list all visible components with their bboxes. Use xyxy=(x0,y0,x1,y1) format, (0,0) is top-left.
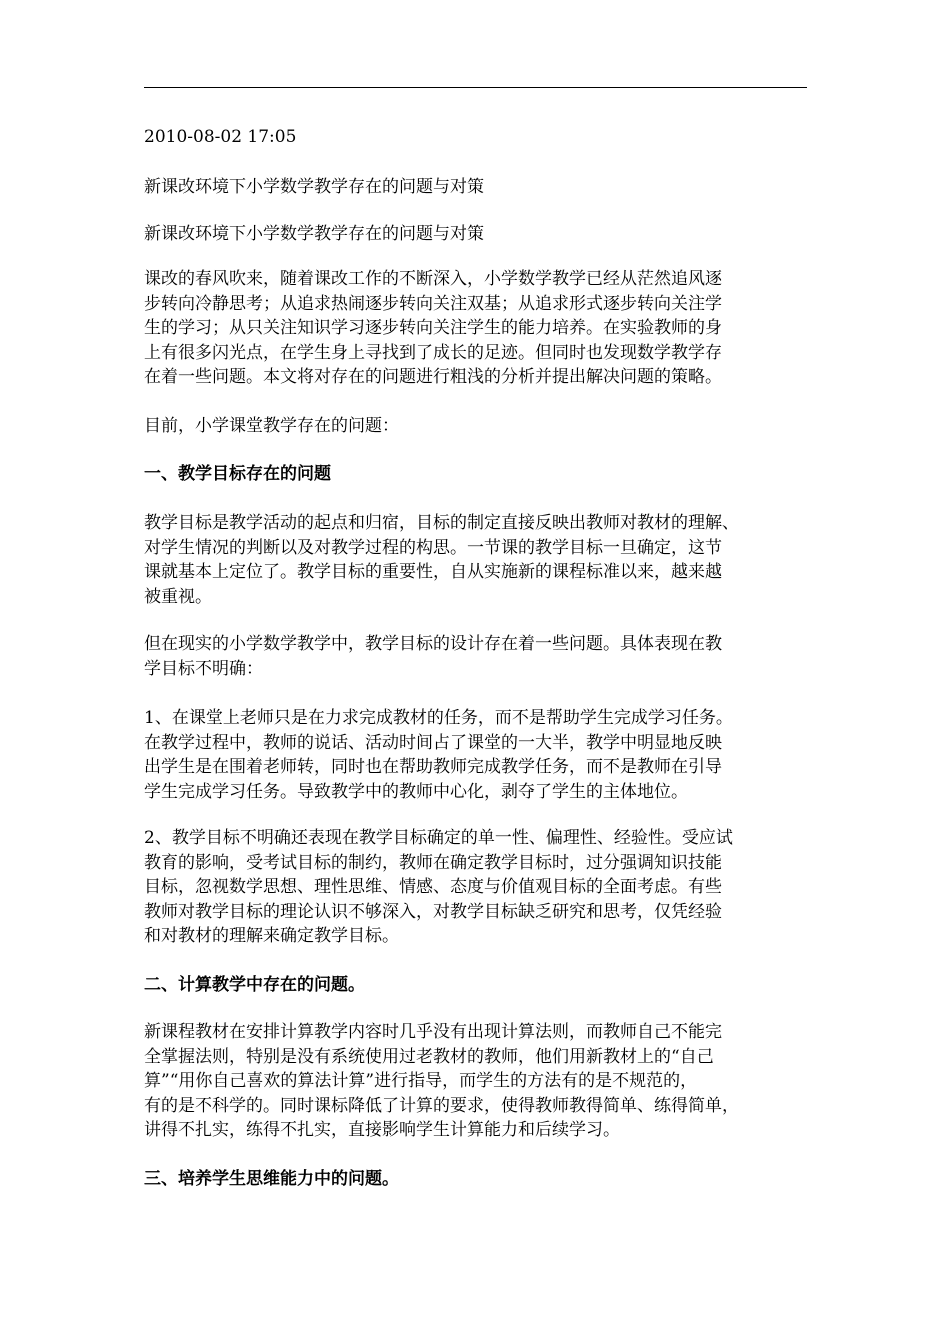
text-line: 对学生情况的判断以及对教学过程的构思。一节课的教学目标一旦确定，这节 xyxy=(144,537,722,558)
section-1-paragraph-2 xyxy=(144,632,807,681)
section-3-title: 三、培养学生思维能力中的问题。 xyxy=(144,1169,399,1189)
text-line: 新课程教材在安排计算教学内容时几乎没有出现计算法则，而教师自己不能完 xyxy=(144,1022,722,1042)
text-line: 在着一些问题。本文将对存在的问题进行粗浅的分析并提出解决问题的策略。 xyxy=(144,367,722,388)
text-line: 课就基本上定位了。教学目标的重要性，自从实施新的课程标准以来，越来越 xyxy=(144,562,722,583)
paragraph-current-problems xyxy=(144,414,807,439)
text-line: 1、在课堂上老师只是在力求完成教材的任务，而不是帮助学生完成学习任务。 xyxy=(144,708,733,728)
text-line: 上有很多闪光点，在学生身上寻找到了成长的足迹。但同时也发现数学教学存 xyxy=(144,342,722,363)
text-line: 课改的春风吹来，随着课改工作的不断深入，小学数学教学已经从茫然追风逐 xyxy=(144,269,722,289)
text-line: 出学生是在围着老师转，同时也在帮助教师完成教学任务，而不是教师在引导 xyxy=(144,757,722,778)
top-horizontal-rule xyxy=(144,87,807,88)
text-line: 教学目标是教学活动的起点和归宿，目标的制定直接反映出教师对教材的理解、 xyxy=(144,513,739,533)
text-line: 目前，小学课堂教学存在的问题： xyxy=(144,416,399,436)
text-line: 在教学过程中，教师的说话、活动时间占了课堂的一大半，教学中明显地反映 xyxy=(144,732,722,753)
text-line: 目标，忽视数学思想、理性思维、情感、态度与价值观目标的全面考虑。有些 xyxy=(144,877,722,898)
timestamp: 2010-08-02 17:05 xyxy=(144,127,297,147)
section-1-paragraph-4 xyxy=(144,826,807,949)
text-line: 和对教材的理解来确定教学目标。 xyxy=(144,926,399,947)
text-line: 生的学习；从只关注知识学习逐步转向关注学生的能力培养。在实验教师的身 xyxy=(144,318,722,339)
text-line: 学目标不明确： xyxy=(144,658,263,679)
text-line: 全掌握法则，特别是没有系统使用过老教材的教师，他们用新教材上的“自己 xyxy=(144,1046,714,1067)
text-line: 学生完成学习任务。导致教学中的教师中心化，剥夺了学生的主体地位。 xyxy=(144,781,688,802)
text-line: 但在现实的小学数学教学中，教学目标的设计存在着一些问题。具体表现在教 xyxy=(144,634,722,654)
text-line: 有的是不科学的。同时课标降低了计算的要求，使得教师教得简单、练得简单， xyxy=(144,1095,739,1116)
section-1-title: 一、教学目标存在的问题 xyxy=(144,464,331,484)
section-2-title: 二、计算教学中存在的问题。 xyxy=(144,975,365,995)
section-2-paragraph-1 xyxy=(144,1020,807,1143)
paragraph-intro xyxy=(144,267,807,390)
text-line: 2、教学目标不明确还表现在教学目标确定的单一性、偏理性、经验性。受应试 xyxy=(144,828,733,848)
text-line: 教师对教学目标的理论认识不够深入，对教学目标缺乏研究和思考，仅凭经验 xyxy=(144,901,722,922)
text-line: 算”“用你自己喜欢的算法计算”进行指导，而学生的方法有的是不规范的， xyxy=(144,1071,698,1092)
section-1-paragraph-3 xyxy=(144,706,807,804)
section-1-paragraph-1 xyxy=(144,511,807,609)
heading-2: 新课改环境下小学数学教学存在的问题与对策 xyxy=(144,224,484,244)
heading-1: 新课改环境下小学数学教学存在的问题与对策 xyxy=(144,177,484,197)
text-line: 被重视。 xyxy=(144,586,212,607)
text-line: 教育的影响，受考试目标的制约，教师在确定教学目标时，过分强调知识技能 xyxy=(144,852,722,873)
text-line: 步转向冷静思考；从追求热闹逐步转向关注双基；从追求形式逐步转向关注学 xyxy=(144,293,722,314)
text-line: 讲得不扎实，练得不扎实，直接影响学生计算能力和后续学习。 xyxy=(144,1120,620,1141)
